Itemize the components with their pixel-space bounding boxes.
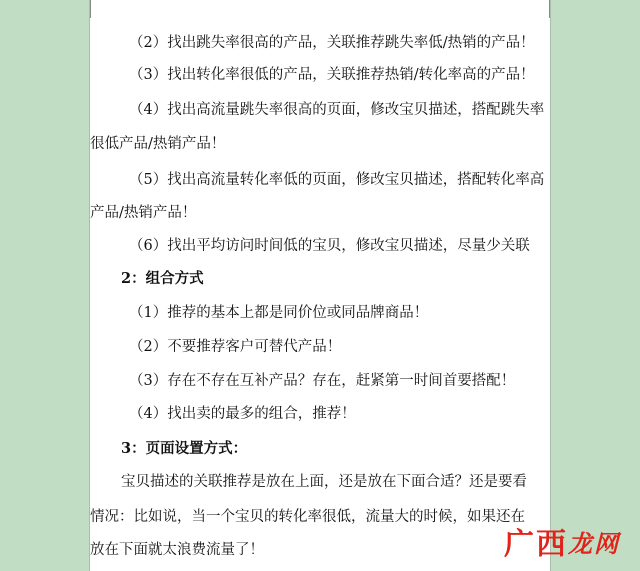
text-line-14: 宝贝描述的关联推荐是放在上面，还是放在下面合适？还是要看 [121, 474, 527, 490]
watermark-char-xi: 西 [536, 527, 566, 562]
text-line-10: （2）不要推荐客户可替代产品！ [129, 339, 342, 355]
text-line-4: 很低产品/热销产品！ [90, 136, 226, 152]
text-line-1: （2）找出跳失率很高的产品，关联推荐跳失率低/热销的产品！ [129, 35, 535, 51]
page-corner-mark-left [90, 0, 91, 18]
watermark-char-wang: 网 [594, 529, 618, 558]
section-heading-3: 3：页面设置方式： [121, 440, 248, 457]
text-line-7: （6）找出平均访问时间低的宝贝，修改宝贝描述，尽量少关联 [129, 238, 530, 254]
page-corner-mark-right [549, 0, 550, 18]
text-line-9: （1）推荐的基本上都是同价位或同品牌商品！ [129, 305, 429, 321]
text-line-6: 产品/热销产品！ [90, 205, 197, 221]
site-watermark [504, 519, 618, 563]
watermark-char-long: 龙 [568, 529, 592, 558]
text-line-11: （3）存在不存在互补产品？存在，赶紧第一时间首要搭配！ [129, 373, 516, 389]
watermark-char-guang: 广 [504, 527, 534, 562]
text-line-15: 情况：比如说，当一个宝贝的转化率很低，流量大的时候，如果还在 [90, 509, 525, 525]
text-line-12: （4）找出卖的最多的组合，推荐！ [129, 406, 356, 422]
text-line-2: （3）找出转化率很低的产品，关联推荐热销/转化率高的产品！ [129, 67, 535, 83]
text-line-3: （4）找出高流量跳失率很高的页面，修改宝贝描述，搭配跳失率 [129, 102, 545, 118]
text-line-16: 放在下面就太浪费流量了！ [90, 542, 264, 558]
text-line-5: （5）找出高流量转化率低的页面，修改宝贝描述，搭配转化率高 [129, 172, 545, 188]
section-heading-2: 2：组合方式 [121, 270, 204, 287]
document-page [89, 0, 551, 571]
